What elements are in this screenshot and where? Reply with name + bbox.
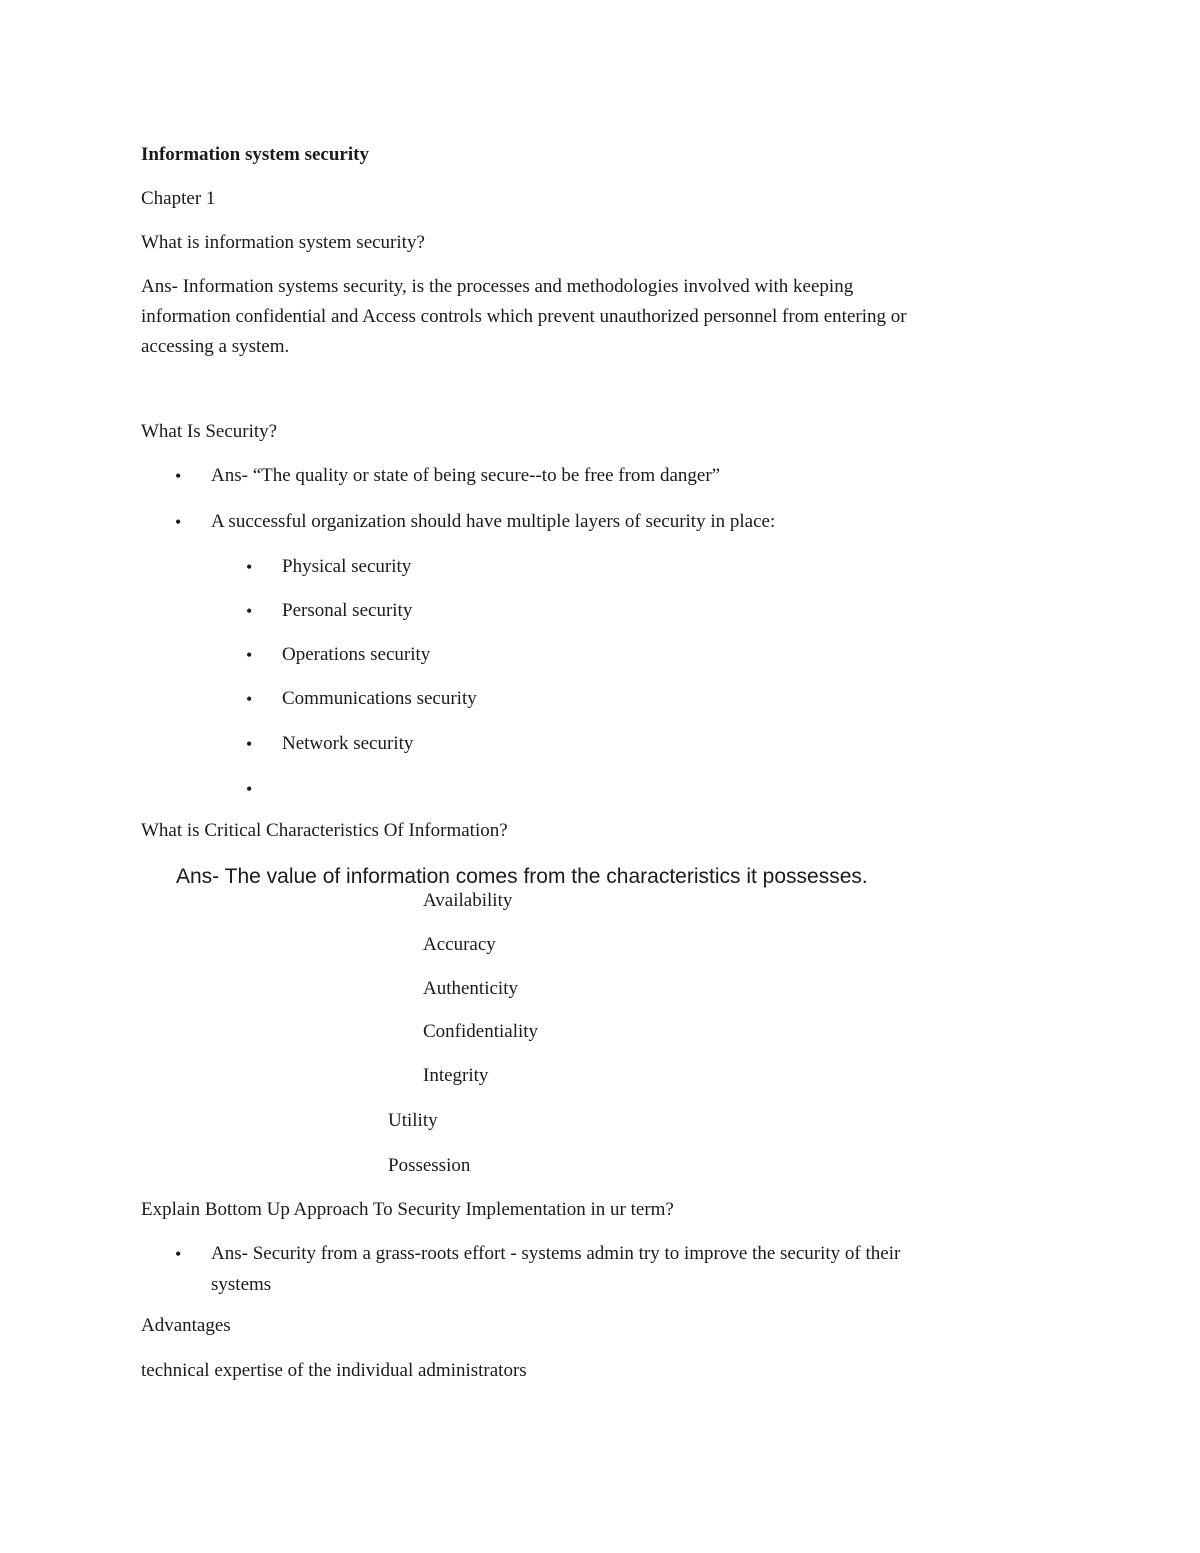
answer-4-line-2: systems (211, 1274, 272, 1295)
question-2-bullet-1: Ans- “The quality or state of being secure--to be free from danger” (211, 465, 721, 486)
advantages-heading: Advantages (141, 1315, 231, 1336)
question-1: What is information system security? (141, 232, 425, 253)
characteristic-utility: Utility (388, 1110, 438, 1131)
bullet-icon: • (175, 512, 182, 532)
characteristic-integrity: Integrity (423, 1065, 489, 1086)
bullet-icon: • (246, 779, 253, 799)
question-3: What is Critical Characteristics Of Information? (141, 820, 508, 841)
characteristic-accuracy: Accuracy (423, 934, 496, 955)
bullet-icon: • (246, 557, 253, 577)
advantages-text: technical expertise of the individual administrators (141, 1360, 527, 1381)
bullet-icon: • (246, 734, 253, 754)
characteristic-authenticity: Authenticity (423, 978, 518, 999)
security-layer-network: Network security (282, 733, 414, 754)
security-layer-operations: Operations security (282, 644, 431, 665)
bullet-icon: • (175, 466, 182, 486)
characteristic-possession: Possession (388, 1155, 471, 1176)
chapter-label: Chapter 1 (141, 188, 216, 209)
question-4: Explain Bottom Up Approach To Security Implementation in ur term? (141, 1199, 674, 1220)
answer-1-line-1: Ans- Information systems security, is the processes and methodologies involved with keeping (141, 276, 854, 297)
security-layer-personal: Personal security (282, 600, 413, 621)
bullet-icon: • (246, 645, 253, 665)
answer-4-line-1: Ans- Security from a grass-roots effort - systems admin try to improve the security of their (211, 1243, 901, 1264)
security-layer-physical: Physical security (282, 556, 412, 577)
bullet-icon: • (246, 601, 253, 621)
answer-1-line-3: accessing a system. (141, 336, 290, 357)
security-layer-communications: Communications security (282, 688, 477, 709)
question-2: What Is Security? (141, 421, 278, 442)
bullet-icon: • (246, 689, 253, 709)
bullet-icon: • (175, 1244, 182, 1264)
characteristic-availability: Availability (423, 890, 513, 911)
answer-3: Ans- The value of information comes from the characteristics it possesses. (176, 865, 868, 888)
question-2-bullet-2: A successful organization should have multiple layers of security in place: (211, 511, 776, 532)
document-title: Information system security (141, 144, 369, 165)
answer-1-line-2: information confidential and Access controls which prevent unauthorized personnel from entering or (141, 306, 907, 327)
characteristic-confidentiality: Confidentiality (423, 1021, 539, 1042)
